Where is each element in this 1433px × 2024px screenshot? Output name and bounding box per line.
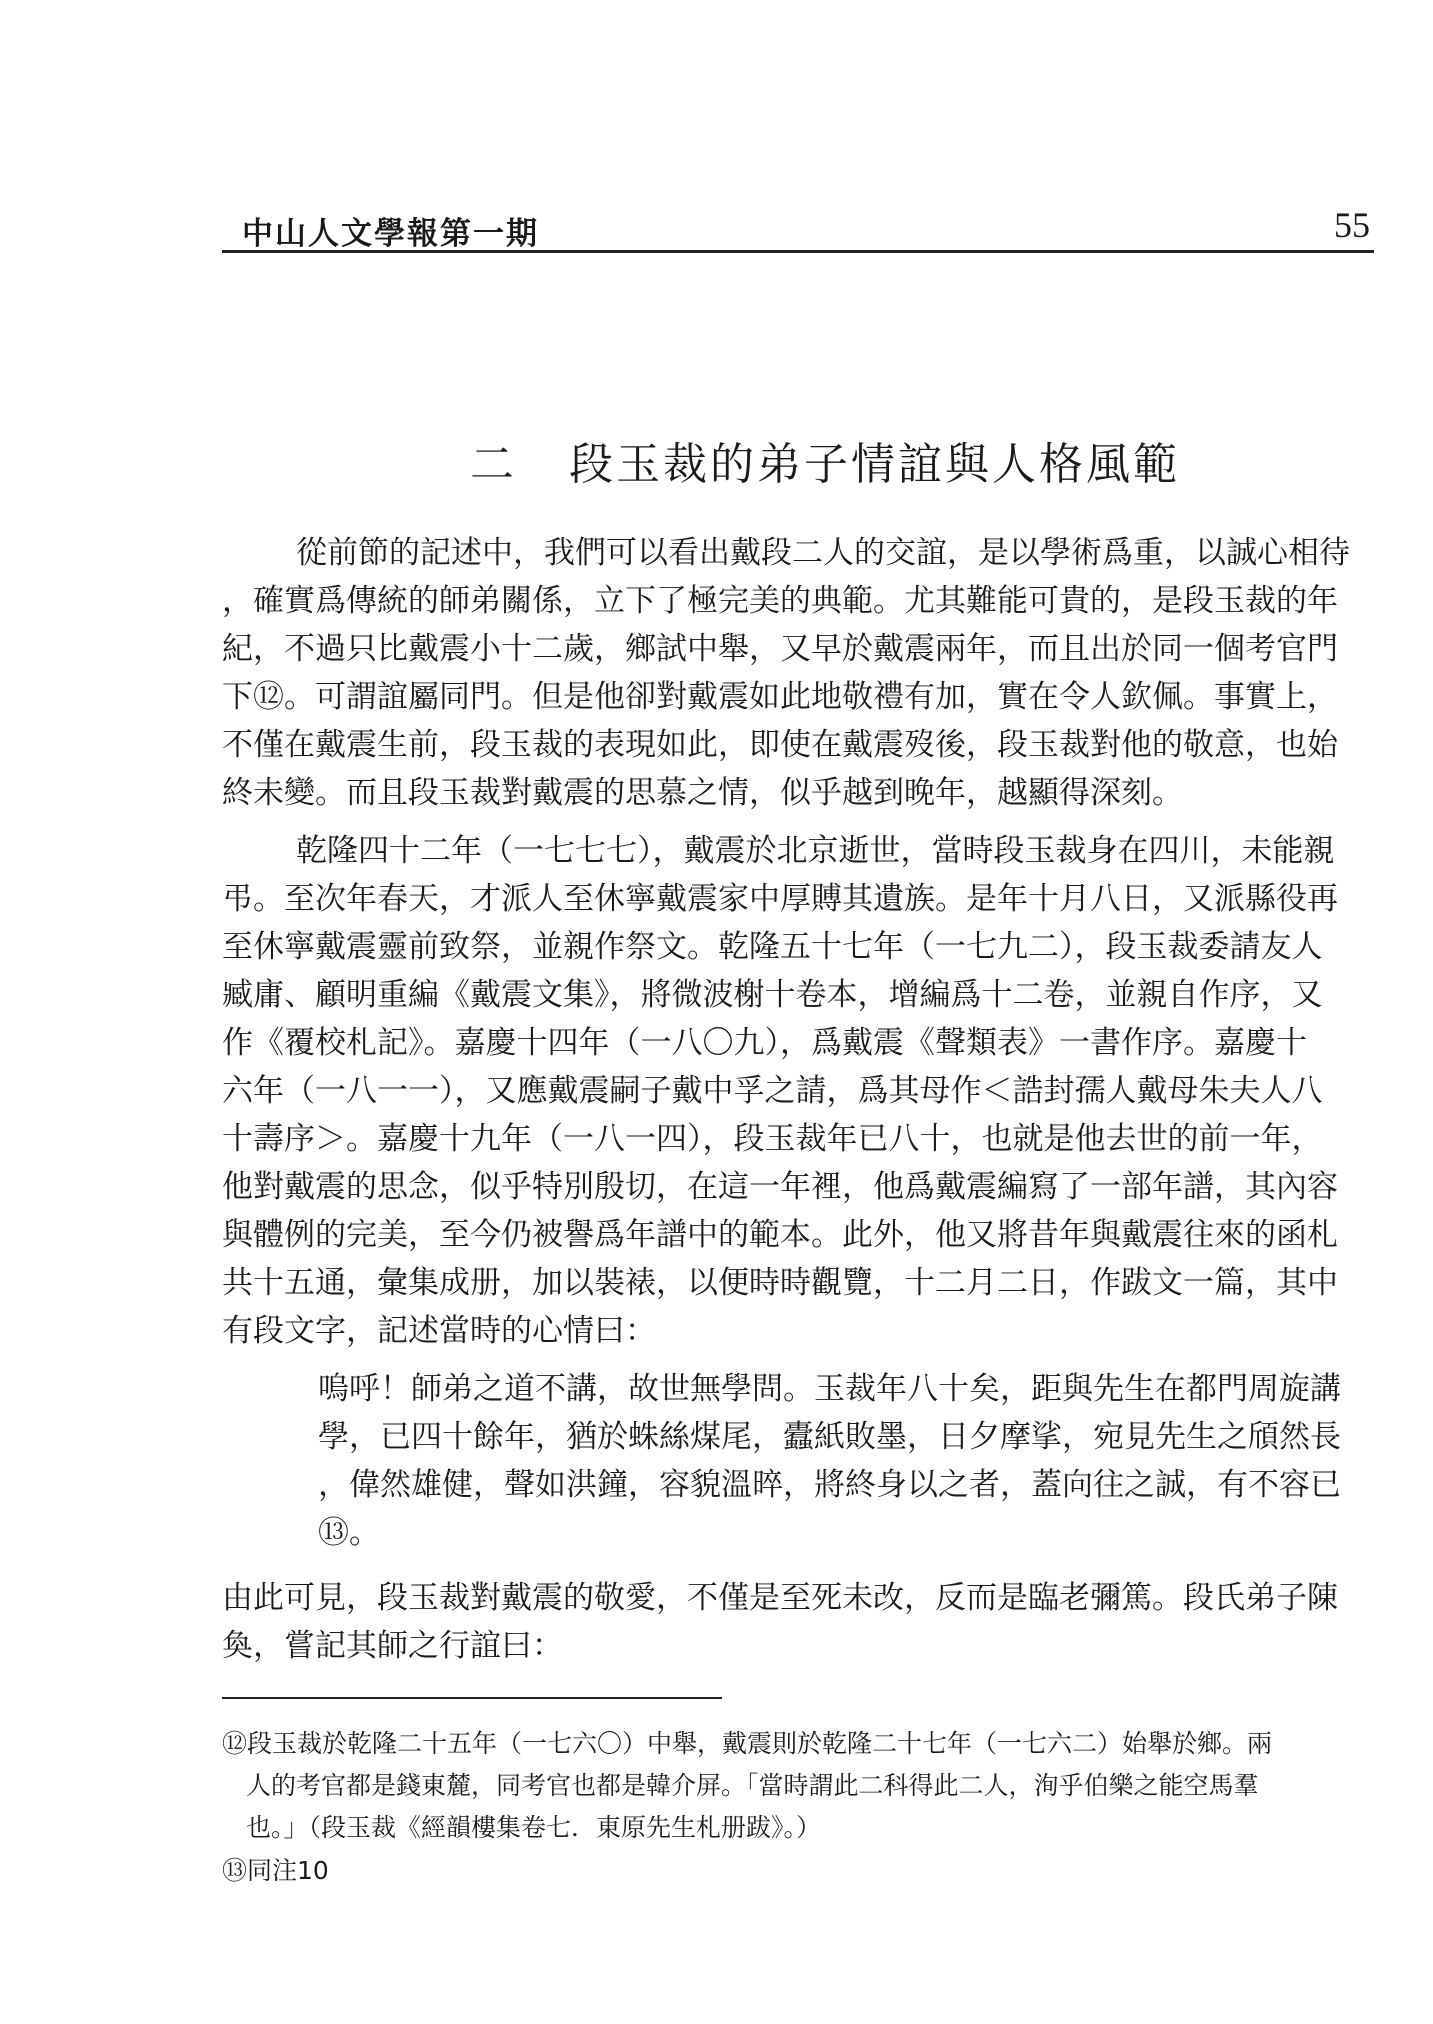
footnote-line: ⑬同注10 bbox=[222, 1856, 329, 1885]
page-number: 55 bbox=[1334, 205, 1370, 245]
section-number: 二 bbox=[470, 439, 517, 490]
body-line: ，確實爲傳統的師弟關係，立下了極完美的典範。尤其難能可貴的，是段玉裁的年 bbox=[222, 583, 1338, 619]
footnote-line: 人的考官都是錢東麓，同考官也都是韓介屏。「當時謂此二科得此二人，洵乎伯樂之能空馬羣 bbox=[246, 1771, 1259, 1800]
footnote-divider bbox=[222, 1697, 722, 1699]
body-line: 作《覆校札記》。嘉慶十四年（一八〇九），爲戴震《聲類表》一書作序。嘉慶十 bbox=[222, 1025, 1307, 1061]
body-line: 由此可見，段玉裁對戴震的敬愛，不僅是至死未改，反而是臨老彌篤。段氏弟子陳 bbox=[222, 1580, 1338, 1616]
body-line: 十壽序＞。嘉慶十九年（一八一四），段玉裁年已八十，也就是他去世的前一年， bbox=[222, 1121, 1323, 1157]
body-line: 奐，嘗記其師之行誼曰： bbox=[222, 1628, 563, 1664]
body-line: 不僅在戴震生前，段玉裁的表現如此，即使在戴震歿後，段玉裁對他的敬意，也始 bbox=[222, 727, 1338, 763]
body-line: 臧庸、顧明重編《戴震文集》，將微波榭十卷本，增編爲十二卷，並親自作序，又 bbox=[222, 977, 1323, 1013]
section-title: 段玉裁的弟子情誼與人格風範 bbox=[569, 439, 1180, 490]
body-line: 從前節的記述中，我們可以看出戴段二人的交誼，是以學術爲重，以誠心相待 bbox=[296, 535, 1350, 571]
body-line: 下⑫。可謂誼屬同門。但是他卻對戴震如此地敬禮有加，實在令人欽佩。事實上， bbox=[222, 679, 1338, 715]
body-line: 乾隆四十二年（一七七七），戴震於北京逝世，當時段玉裁身在四川，未能親 bbox=[296, 833, 1335, 869]
section-heading bbox=[470, 428, 1180, 492]
running-header bbox=[222, 198, 1374, 253]
body-line: 終未變。而且段玉裁對戴震的思慕之情，似乎越到晚年，越顯得深刻。 bbox=[222, 775, 1183, 811]
body-line: 至休寧戴震靈前致祭，並親作祭文。乾隆五十七年（一七九二），段玉裁委請友人 bbox=[222, 929, 1323, 965]
footnote-line: 也。」（段玉裁《經韻樓集卷七．東原先生札册跋》。） bbox=[246, 1813, 822, 1842]
quote-line: 學，已四十餘年，猶於蛛絲煤尾，蠹紙敗墨，日夕摩挲，宛見先生之頎然長 bbox=[318, 1419, 1341, 1455]
body-line: 與體例的完美，至今仍被譽爲年譜中的範本。此外，他又將昔年與戴震往來的函札 bbox=[222, 1217, 1338, 1253]
quote-line: ⑬。 bbox=[318, 1515, 380, 1551]
quote-line: ，偉然雄健，聲如洪鐘，容貌溫晬，將終身以之者，蓋向往之誠，有不容已 bbox=[318, 1467, 1341, 1503]
body-line: 他對戴震的思念，似乎特別殷切，在這一年裡，他爲戴震編寫了一部年譜，其內容 bbox=[222, 1169, 1338, 1205]
body-line: 有段文字，記述當時的心情曰： bbox=[222, 1313, 656, 1349]
body-line: 弔。至次年春天，才派人至休寧戴震家中厚賻其遺族。是年十月八日，又派縣役再 bbox=[222, 881, 1338, 917]
quote-line: 嗚呼！師弟之道不講，故世無學問。玉裁年八十矣，距與先生在都門周旋講 bbox=[318, 1371, 1341, 1407]
journal-title: 中山人文學報第一期 bbox=[242, 216, 539, 252]
body-line: 六年（一八一一），又應戴震嗣子戴中孚之請，爲其母作＜誥封孺人戴母朱夫人八 bbox=[222, 1073, 1323, 1109]
body-line: 紀，不過只比戴震小十二歲，鄉試中舉，又早於戴震兩年，而且出於同一個考官門 bbox=[222, 631, 1338, 667]
footnote-line: ⑫段玉裁於乾隆二十五年（一七六〇）中舉，戴震則於乾隆二十七年（一七六二）始舉於鄉。兩 bbox=[222, 1729, 1273, 1758]
body-line: 共十五通，彙集成册，加以裝裱，以便時時觀覽，十二月二日，作跋文一篇，其中 bbox=[222, 1265, 1338, 1301]
